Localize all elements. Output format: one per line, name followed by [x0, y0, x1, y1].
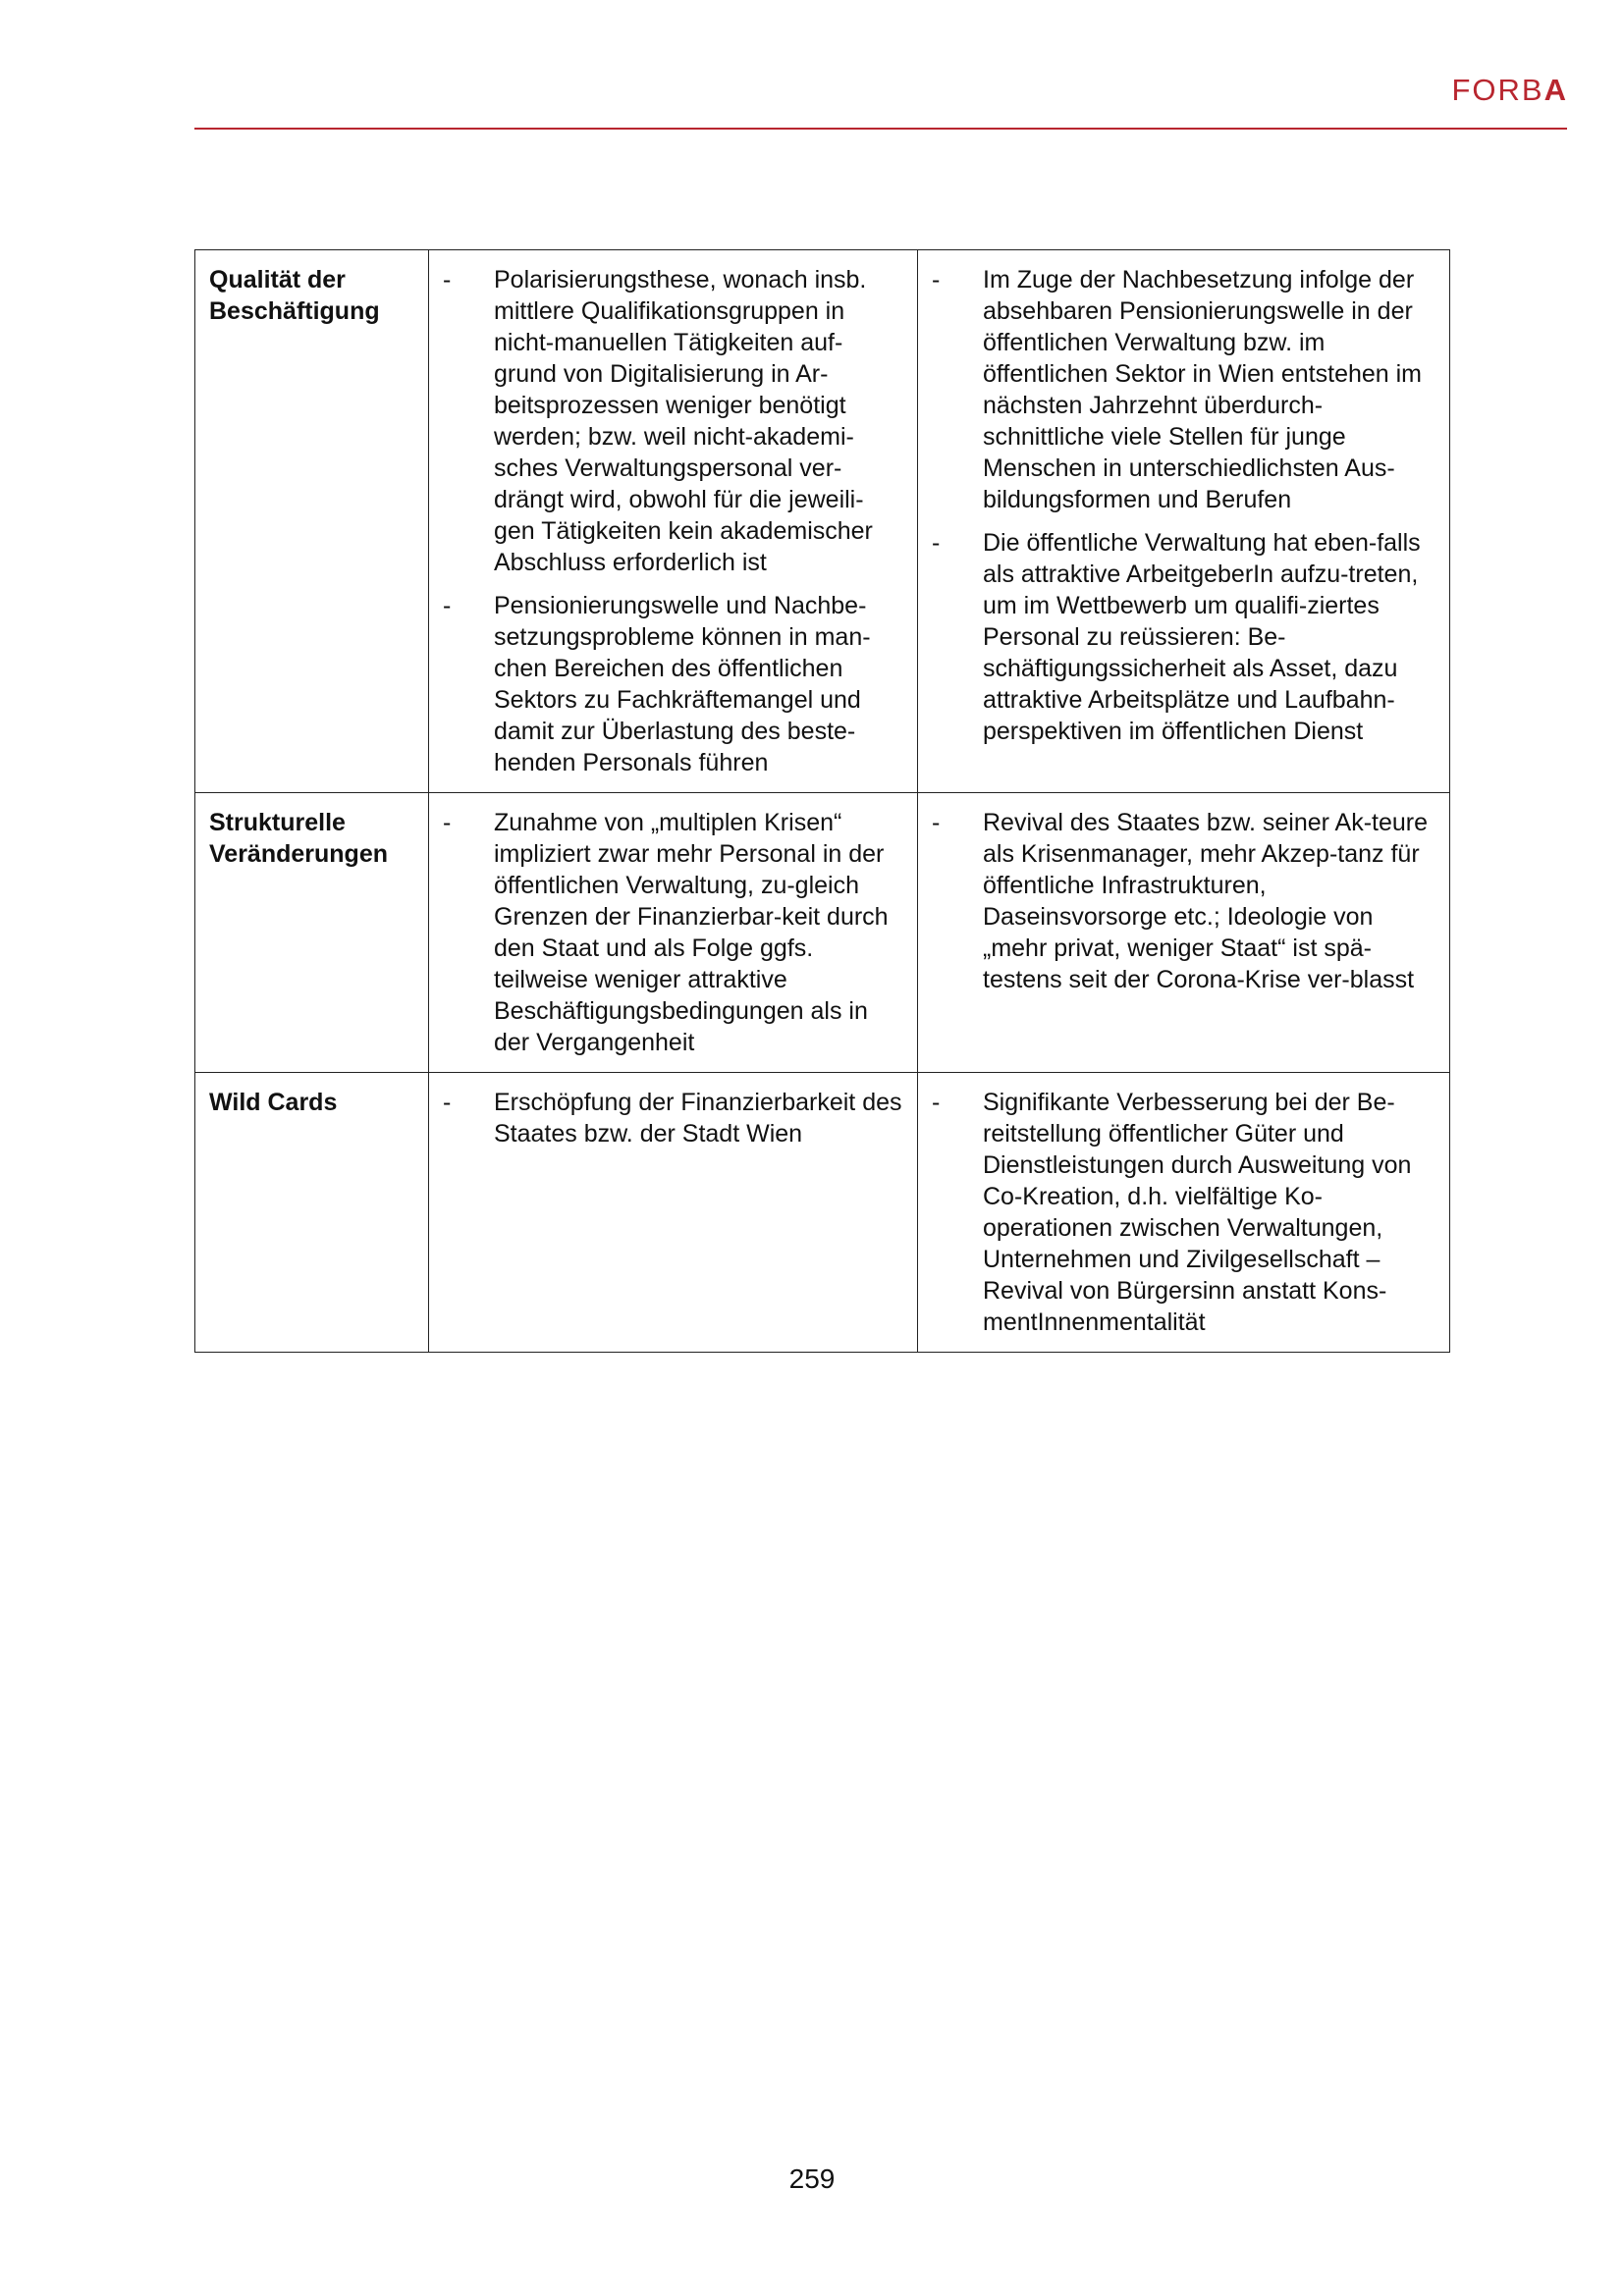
trends-table: [194, 249, 1450, 1353]
column-two-cell: [429, 250, 918, 793]
bullet-list: [443, 807, 903, 1058]
page-number: 259: [788, 2163, 836, 2194]
bullet-marker: -: [443, 592, 452, 619]
row-label-line: Beschäftigung: [209, 297, 380, 325]
table-row: [195, 793, 1450, 1073]
row-label: [209, 264, 414, 327]
column-three-cell: [918, 793, 1450, 1073]
list-item: [932, 264, 1435, 515]
bullet-marker: -: [443, 809, 452, 836]
forba-logo: [1451, 73, 1568, 108]
bullet-list: [932, 1087, 1435, 1338]
list-item-text: Revival des Staates bzw. seiner Ak-teure als Krisenmanager, mehr Akzep-tanz für öffentliche Infrastrukturen, Daseinsvorsorge etc.; Ideologie von „mehr privat, weniger Staat“ ist spä-testens seit der Corona-Krise ver-blasst: [983, 809, 1429, 993]
logo-last-letter: A: [1543, 73, 1568, 107]
column-three-cell: [918, 1073, 1450, 1353]
row-label: [209, 807, 414, 870]
logo-main-text: FORB: [1451, 73, 1544, 107]
column-two-cell: [429, 1073, 918, 1353]
list-item: [443, 264, 903, 578]
row-label-line: Qualität der: [209, 266, 346, 294]
row-label: [209, 1087, 414, 1118]
column-two-cell: [429, 793, 918, 1073]
bullet-marker: -: [443, 1089, 452, 1116]
list-item-text: Im Zuge der Nachbesetzung infolge der absehbaren Pensionierungswelle in der öffentlichen Verwaltung bzw. im öffentlichen Sektor in Wien entstehen im nächsten Jahrzehnt überdurch-schnittliche viele Stellen für junge Menschen in unterschiedlichsten Aus-bildungsformen und Berufen: [983, 266, 1423, 513]
bullet-marker: -: [932, 266, 941, 294]
row-label-line: Wild Cards: [209, 1089, 338, 1116]
bullet-marker: -: [932, 809, 941, 836]
column-three-cell: [918, 250, 1450, 793]
bullet-marker: -: [932, 1089, 941, 1116]
list-item-text: Polarisierungsthese, wonach insb. mittlere Qualifikationsgruppen in nicht-manuellen Tätigkeiten auf-grund von Digitalisierung in Ar-beitsprozessen weniger benötigt werden; bzw. weil nicht-akademi-sches Verwaltungspersonal ver-drängt wird, obwohl für die jeweili-gen Tätigkeiten kein akademischer Abschluss erforderlich ist: [494, 266, 873, 576]
list-item: [932, 1087, 1435, 1338]
list-item: [443, 590, 903, 778]
list-item-text: Zunahme von „multiplen Krisen“ impliziert zwar mehr Personal in der öffentlichen Verwaltung, zu-gleich Grenzen der Finanzierbar-keit durch den Staat und als Folge ggfs. teilweise weniger attraktive Beschäftigungsbedingungen als in der Vergangenheit: [494, 809, 889, 1056]
row-label-cell: [195, 1073, 429, 1353]
table-row: [195, 250, 1450, 793]
list-item-text: Die öffentliche Verwaltung hat eben-falls als attraktive ArbeitgeberIn aufzu-treten, um im Wettbewerb um qualifi-ziertes Personal zu reüssieren: Be-schäftigungssicherheit als Asset, dazu attraktive Arbeitsplätze und Laufbahn-perspektiven im öffentlichen Dienst: [983, 529, 1421, 745]
bullet-list: [443, 264, 903, 778]
table-row: [195, 1073, 1450, 1353]
list-item-text: Signifikante Verbesserung bei der Be-reitstellung öffentlicher Güter und Dienstleistungen durch Ausweitung von Co-Kreation, d.h. vielfältige Ko-operationen zwischen Verwaltungen, Unternehmen und Zivilgesellschaft – Revival von Bürgersinn anstatt Kons-mentInnenmentalität: [983, 1089, 1412, 1336]
list-item: [443, 807, 903, 1058]
list-item: [932, 807, 1435, 995]
row-label-cell: [195, 250, 429, 793]
header-divider: [194, 128, 1567, 130]
list-item: [932, 527, 1435, 747]
bullet-list: [932, 807, 1435, 995]
list-item-text: Pensionierungswelle und Nachbe-setzungsprobleme können in man-chen Bereichen des öffentlichen Sektors zu Fachkräftemangel und damit zur Überlastung des beste-henden Personals führen: [494, 592, 871, 776]
bullet-marker: -: [443, 266, 452, 294]
row-label-line: Strukturelle: [209, 809, 346, 836]
bullet-list: [443, 1087, 903, 1149]
list-item: [443, 1087, 903, 1149]
bullet-marker: -: [932, 529, 941, 557]
list-item-text: Erschöpfung der Finanzierbarkeit des Staates bzw. der Stadt Wien: [494, 1089, 902, 1148]
row-label-line: Veränderungen: [209, 840, 388, 868]
row-label-cell: [195, 793, 429, 1073]
bullet-list: [932, 264, 1435, 747]
